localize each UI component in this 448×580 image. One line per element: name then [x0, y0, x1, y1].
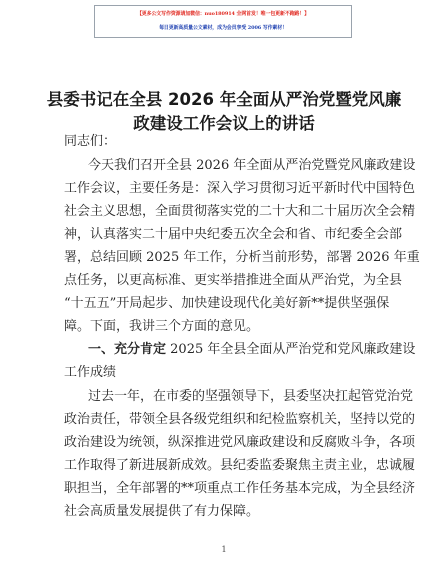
greeting: 同志们：	[64, 134, 117, 149]
document-title-line-2: 政建设工作会议上的讲话	[133, 114, 315, 133]
body-line: 政治建设为统领，纵深推进党风廉政建设和反腐败斗争，各项	[64, 435, 416, 450]
intro-line: 社会主义思想，全面贯彻落实党的二十大和二十届历次全会精	[64, 204, 416, 219]
section-heading-line-1	[88, 342, 415, 358]
section-title-bold: 充分肯定	[114, 342, 167, 357]
intro-line: 工作会议，主要任务是：深入学习贯彻习近平新时代中国特色	[64, 181, 416, 196]
intro-line: 今天我们召开全县 2026 年全面从严治党暨党风廉政建设	[88, 158, 416, 173]
body-line: 职担当，全年部署的**项重点工作任务基本完成，为全县经济	[64, 481, 416, 496]
page-number: 1	[221, 545, 227, 554]
promo-line-1: 【更多公文写作资源请加微信：nuo180914 全网首发！唯一包更新不跑路！】	[136, 11, 310, 17]
intro-line: 障。下面，我讲三个方面的意见。	[64, 319, 260, 334]
body-line: 政治责任，带领全县各级党组织和纪检监察机关，坚持以党的	[64, 412, 416, 427]
document-title-line-1: 县委书记在全县 2026 年全面从严治党暨党风廉	[46, 90, 402, 109]
body-line: 工作取得了新进展新成效。县纪委监委聚焦主责主业，忠诚履	[64, 458, 416, 473]
intro-line: 署，总结回顾 2025 年工作，分析当前形势，部署 2026 年重	[64, 250, 420, 265]
body-line: 社会高质量发展提供了有力保障。	[64, 504, 260, 519]
intro-line: 点任务，以更高标准、更实举措推进全面从严治党，为全县	[64, 273, 403, 288]
promo-line-2: 每日更新高质量公文素材，成为会员享受 2006 写作素材！	[159, 25, 287, 31]
section-title-rest: 2025 年全县全面从严治党和党风廉政建设	[166, 342, 416, 357]
promo-banner	[94, 5, 352, 38]
section-number: 一、	[88, 342, 115, 357]
intro-line: 神，认真落实二十届中央纪委五次全会和省、市纪委全会部	[64, 227, 403, 242]
section-heading-line-2: 工作成绩	[64, 365, 117, 380]
body-line: 过去一年，在市委的坚强领导下，县委坚决扛起管党治党	[88, 389, 414, 404]
intro-line: “十五五”开局起步、加快建设现代化美好新**提供坚强保	[64, 296, 390, 311]
